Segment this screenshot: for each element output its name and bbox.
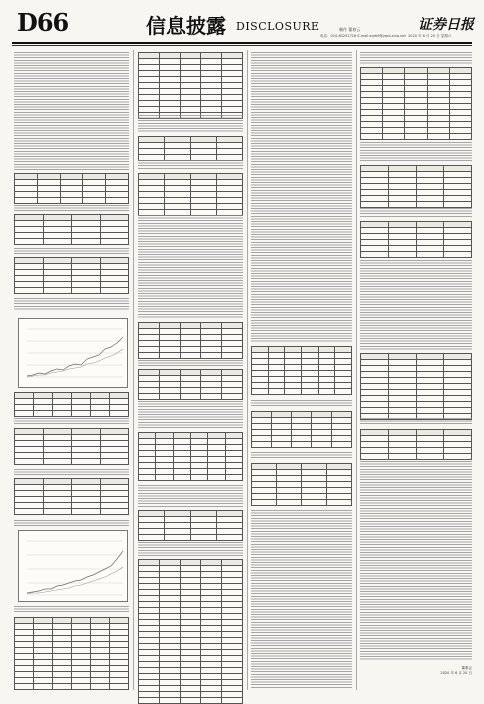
article-text [360, 260, 472, 350]
data-table [138, 432, 243, 481]
article-text [14, 606, 129, 614]
data-table [138, 173, 243, 216]
data-table [14, 617, 129, 690]
article-text [138, 360, 243, 366]
article-text [14, 205, 129, 211]
issue-date: 2020 年 6 月 20 日 星期六 [408, 34, 452, 38]
editor-line: 制作 董春云 [339, 27, 361, 32]
data-table [251, 411, 352, 448]
masthead-rule [12, 42, 472, 44]
article-text [138, 115, 243, 133]
article-text [14, 469, 129, 475]
column-divider [356, 50, 357, 690]
article-text [360, 208, 472, 218]
data-table [360, 67, 472, 140]
article-text [251, 400, 352, 408]
data-table [251, 463, 352, 506]
data-table [14, 214, 129, 245]
signature-org: 董事会 [461, 666, 472, 670]
column-divider [133, 50, 134, 690]
data-table [14, 173, 129, 204]
line-chart [18, 318, 128, 388]
article-text [138, 215, 243, 319]
article-text [14, 248, 129, 254]
data-table [14, 257, 129, 294]
signature-block [400, 666, 472, 676]
section-title-english: DISCLOSURE [236, 20, 320, 33]
article-text [360, 142, 472, 162]
data-table [138, 559, 243, 704]
article-text [251, 52, 352, 342]
data-table [14, 392, 129, 417]
page-number: D66 [17, 8, 69, 37]
column-divider [247, 50, 248, 690]
article-text [138, 160, 243, 170]
article-text [251, 510, 352, 688]
article-text [14, 52, 129, 170]
data-table [138, 52, 243, 119]
contact-line [320, 34, 451, 39]
data-table [360, 221, 472, 258]
data-table [360, 429, 472, 460]
data-table [360, 353, 472, 420]
chart-plot [19, 531, 127, 601]
masthead-rule-thin [12, 45, 472, 46]
article-text [138, 542, 243, 556]
section-title: 信息披露 [146, 14, 226, 38]
article-text [360, 418, 472, 426]
contact-info: 电话：010-83251716 E-mail:zqrb9@zqrb.sina.net [320, 34, 406, 38]
signature-date: 2020 年 6 月 20 日 [440, 671, 472, 675]
masthead [0, 0, 484, 42]
line-chart [18, 530, 128, 602]
article-text [14, 418, 129, 424]
data-table [138, 510, 243, 541]
article-text [14, 520, 129, 526]
data-table [138, 369, 243, 400]
data-table [360, 165, 472, 208]
data-table [14, 478, 129, 515]
newspaper-logo: 证券日报 [418, 17, 474, 33]
data-table [138, 322, 243, 359]
article-text [14, 298, 129, 310]
data-table [251, 346, 352, 395]
article-text [138, 485, 243, 507]
article-text [360, 461, 472, 661]
data-table [138, 136, 243, 161]
article-text [138, 401, 243, 429]
article-text [360, 52, 472, 64]
chart-plot [19, 319, 127, 387]
article-text [251, 452, 352, 460]
data-table [14, 428, 129, 465]
